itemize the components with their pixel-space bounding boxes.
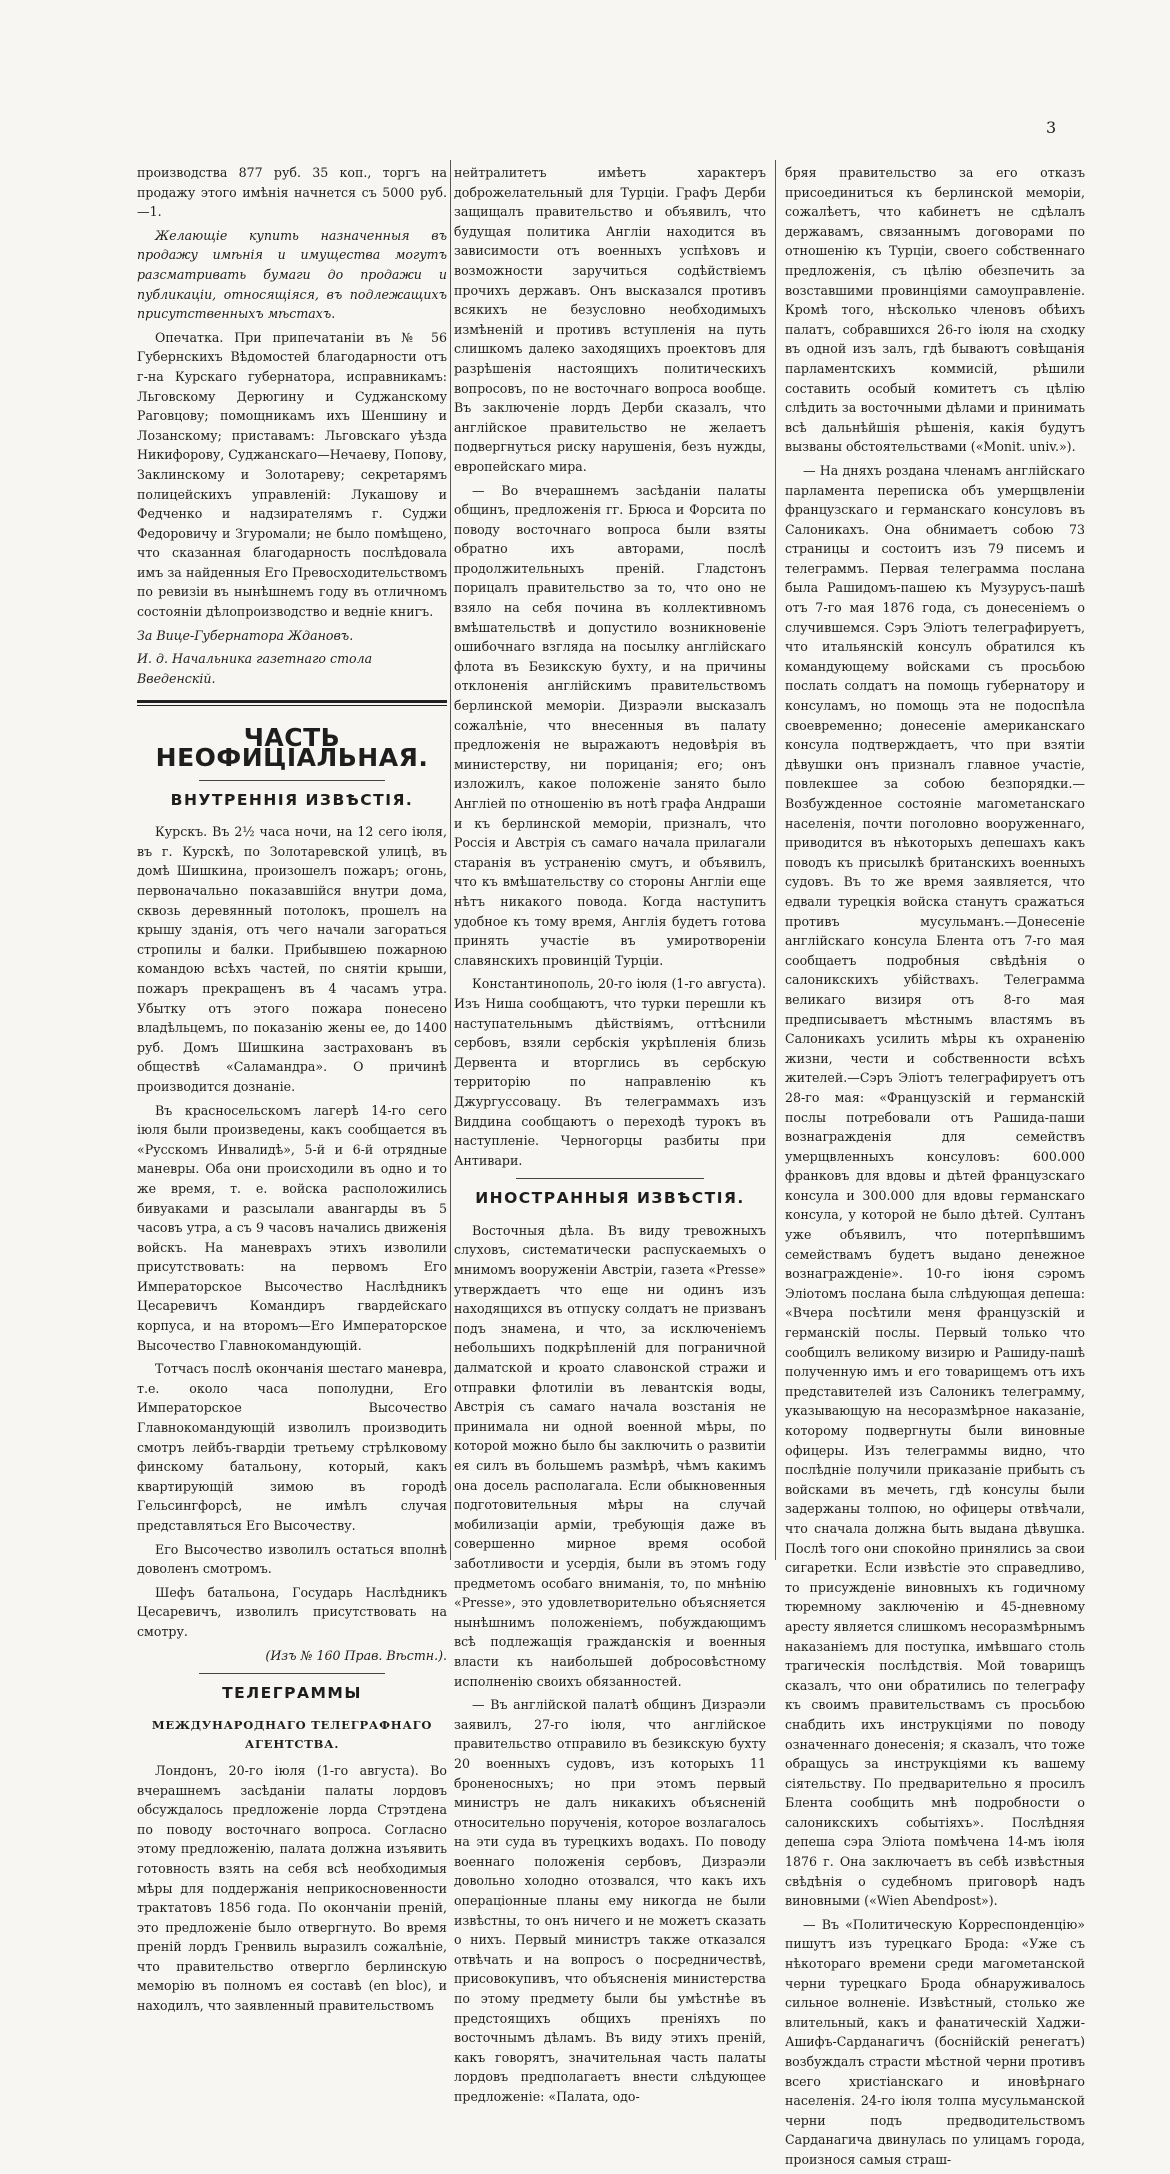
column-2 [454,163,766,2111]
paragraph-commons-session: — Во вчерашнемъ засѣданіи палаты общинъ, предложенія гг. Брюса и Форсита по поводу восточнаго вопроса были взяты обратно ихъ авторами, послѣ продолжительныхъ преній. Гладстонъ порицалъ правительство за то, что оно не взяло на себя почина въ коллективномъ вмѣшательствѣ и допустило возникновеніе ошибочнаго взгляда на посылку англійскаго флота въ Безикскую бухту, и на причины отклоненія англійскимъ правительствомъ берлинской меморіи. Дизраэли высказалъ сожалѣніе, что внесенныя въ палату предложенія не выражаютъ недовѣрія въ министерству, ни порицанія; его; онъ изложилъ, какое положеніе занято было Англіей по отношенію въ нотѣ графа Андраши и къ берлинской меморіи, призналъ, что Россія и Австрія съ самаго начала прилагали старанія въ устраненію смутъ, и объявилъ, что къ вмѣшательству со стороны Англіи еще нѣтъ никакого повода. Когда наступитъ удобное къ тому время, Англія будетъ готова принять участіе въ умиротвореніи славянскихъ провинцій Турціи. [454,482,767,968]
paragraph-review: Тотчасъ послѣ окончанія шестаго маневра, т.е. около часа пополудни, Его Императорское Высочество Главнокомандующій изволилъ производить смотръ лейбъ-гвардіи третьему стрѣлковому финскому батальону, который, какъ квартирующій зимою въ городѣ Гельсингфорсѣ, не имѣлъ случая представляться Его Высочеству. [137,1361,447,1533]
section-title-domestic: ВНУТРЕННІЯ ИЗВѢСТІЯ. [170,790,414,809]
section-title-telegrams: ТЕЛЕГРАММЫ [222,1684,362,1703]
paragraph-buyers-notice: Желающіе купить назначенныя въ продажу имѣнія и имущества могутъ разсматривать бумаги до продажи и публикаціи, относящіяся, въ подлежащихъ присутственныхъ мѣстахъ. [137,227,447,322]
paragraph-brod-report: — Въ «Политическую Корреспонденцію» пишутъ изъ турецкаго Брода: «Уже съ нѣкотораго времени среди магометанской черни турецкаго Брода обнаруживалось сильное волненіе. Извѣстный, столько же влительный, какъ и фанатическій Хаджи-Ашифъ-Сарданагичъ (боснійскій ренегатъ) возбуждалъ страсти мѣстной черни противъ всего христіанскаго и иновѣрнаго населенія. 24-го іюля толпа мусульманской черни подъ предводительствомъ Сарданагича двинулась по улицамъ города, произнося самыя страш- [785,1916,1085,2167]
telegrams-agency: МЕЖДУНАРОДНАГО ТЕЛЕГРАФНАГО АГЕНТСТВА. [151,1717,433,1752]
paragraph-battalion-chief: Шефъ батальона, Государь Наслѣдникъ Цесаревичъ, изволилъ присутствовать на смотру. [137,1584,447,1639]
source-citation: (Изъ № 160 Прав. Вѣстн.). [265,1647,447,1663]
paragraph-neutrality: нейтралитетъ имѣетъ характеръ доброжелательный для Турціи. Графъ Дерби защищалъ правительство и объявилъ, что будущая политика Англіи находится въ зависимости отъ военныхъ успѣховъ и возможности заручиться содѣйствіемъ прочихъ державъ. Онъ высказался противъ всякихъ не безусловно необходимыхъ измѣненій и противъ вступленія на путь слишкомъ далеко заходящихъ проектовъ для разрѣшенія настоящихъ политическихъ вопросовъ, по не восточнаго вопроса вообще. Въ заключеніе лордъ Дерби сказалъ, что англійское правительство не желаетъ подвергнуться риску нарушенія, безъ нужды, европейскаго мира. [454,165,766,474]
paragraph-london-telegram: Лондонъ, 20-го іюля (1-го августа). Во вчерашнемъ засѣданіи палаты лордовъ обсуждалось предложеніе лорда Стрэтдена по поводу восточнаго вопроса. Согласно этому предложенію, палата должна изъявить готовность взять на себя всѣ необходимыя мѣры для поддержанія неприкосновенности трактатовъ 1856 года. По окончаніи преній, это предложеніе было отвергнуто. Во время преній лордъ Гренвиль выразилъ сожалѣніе, что правительство отвергло берлинскую меморію въ полномъ ея составѣ (en bloc), и находилъ, что заявленный правительствомъ [137,1762,447,2014]
column-rule-2 [775,160,776,1560]
signature-gazette-head: И. д. Начальника газетнаго стола Введенскій. [137,651,373,686]
section-divider [137,700,447,706]
column-rule-1 [450,160,451,1560]
column-3 [785,163,1085,2174]
signature-vice-governor: За Вице-Губернатора Ждановъ. [137,627,354,643]
part-title: ЧАСТЬ НЕОФИЦІАЛЬНАЯ. [155,723,429,773]
paragraph-constantinople: Константинополь, 20-го іюля (1-го августа). Изъ Ниша сообщаютъ, что турки перешли къ наступательнымъ дѣйствіямъ, оттѣснили сербовъ, взяли сербскія укрѣпленія близь Дервента и вторглись въ сербскую территорію по направленію къ Джургуссовацу. Въ телеграммахъ изъ Виддина сообщаютъ о переходѣ турокъ въ наступленіе. Черногорцы разбиты при Антивари. [454,976,766,1168]
paragraph-kursk-fire: Курскъ. Въ 2½ часа ночи, на 12 сего іюля, въ г. Курскѣ, по Золотаревской улицѣ, въ домѣ Шишкина, произошелъ пожаръ; огонь, первоначально показавшійся внутри дома, сквозь деревянный потолокъ, прошелъ на крышу зданія, отъ чего начали загораться стропилы и балки. Прибывшею пожарною командою всѣхъ частей, по снятіи крыши, пожаръ прекращенъ въ 4 часамъ утра. Убытку отъ этого пожара понесено владѣльцемъ, по показанію жены ее, до 1400 руб. Домъ Шишкина застрахованъ въ обществѣ «Саламандра». О причинѣ производится дознаніе. [137,824,447,1094]
paragraph-eastern-affairs: Восточныя дѣла. Въ виду тревожныхъ слуховъ, систематически распускаемыхъ о мнимомъ вооруженіи Австріи, газета «Presse» утверждаетъ что еще ни одинъ изъ находящихся въ отпуску солдатъ не призванъ подъ знамена, и что, за исключеніемъ небольшихъ подкрѣпленій для пограничной далматской и кроато славонской стражи и отправки флотиліи въ левантскія воды, Австрія съ самаго начала возстанія не принимала ни одной военной мѣры, по которой можно было бы заключить о развитіи ея силъ въ большемъ размѣрѣ, чѣмъ какимъ она досель располагала. Если обыкновенныя подготовительныя мѣры на случай мобилизаціи арміи, требующія даже въ совершенно мирное время особой заботливости и усердія, были въ этомъ году предметомъ особаго вниманія, то, по мнѣнію «Presse», это удовлетворительно объясняется нынѣшнимъ положеніемъ, побуждающимъ всѣ подлежащія гражданскія и военныя власти къ наибольшей добросовѣстному исполненію своихъ обязанностей. [454,1222,766,1689]
paragraph-camp-maneuvers: Въ красносельскомъ лагерѣ 14-го сего іюля были произведены, какъ сообщается въ «Русскомъ Инвалидѣ», 5-й и 6-й отрядные маневры. Оба они происходили въ одно и то же время, т. е. войска расположились бивуаками и разсылали авангарды въ 5 часовъ утра, а съ 9 часовъ начались движенія войскъ. На маневрахъ этихъ изволили присутствовать: на первомъ Его Императорское Высочество Наслѣдникъ Цесаревичъ Командиръ гвардейскаго корпуса, и на второмъ—Его Императорское Высочество Главнокомандующій. [137,1102,447,1353]
paragraph-estate-sale: производства 877 руб. 35 коп., торгъ на продажу этого имѣнія начнется съ 5000 руб.—1. [137,165,447,220]
foreign-rule [516,1178,703,1179]
telegram-rule [199,1673,385,1674]
paragraph-erratum: Опечатка. При припечатаніи въ № 56 Губернскихъ Вѣдомостей благодарности отъ г-на Курскаго губернатора, исправникамъ: Льговскому Дерюгину и Суджанскому Раговцову; помощникамъ ихъ Шеншину и Лозанскому; приставамъ: Льговскаго уѣзда Никифорову, Суджанскаго—Нечаеву, Попову, Заклинскому и Золотареву; секретарямъ полицейскихъ управленій: Лукашову и Федченко и надзирателямъ г. Суджи Федоровичу и Згуромали; не было помѣщено, что сказанная благодарность послѣдовала имъ за найденныя Его Превосходительствомъ по ревизіи въ нынѣшнемъ году въ отличномъ состояніи дѣлопроизводство и ведніе книгъ. [137,329,447,620]
paragraph-salonica-consuls: — На дняхъ роздана членамъ англійскаго парламента переписка объ умерщвленіи французскаго и германскаго консуловъ въ Салоникахъ. Она обнимаетъ собою 73 страницы и состоитъ изъ 79 писемъ и телеграммъ. Первая телеграмма послана была Рашидомъ-пашею къ Музурусъ-пашѣ отъ 7-го мая 1876 года, съ донесеніемъ о случившемся. Сэръ Эліотъ телеграфируетъ, что итальянскій консулъ обратился къ командующему войсками съ просьбою послать солдатъ на помощь губернатору и консуламъ, но помощь эта не подоспѣла своевременно; донесеніе американскаго консула подтверждаетъ, что при взятіи дѣвушки онъ призналъ главное участіе, повлекшее за собою безпорядки.—Возбужденное состояніе магометанскаго населенія, почти поголовно вооруженнаго, приводится въ нѣкоторыхъ депешахъ какъ поводъ къ присылкѣ британскихъ военныхъ судовъ. Въ то же время заявляется, что едвали турецкія войска станутъ сражаться противъ мусульманъ.—Донесеніе англійскаго консула Блента отъ 7-го мая сообщаетъ подробныя свѣдѣнія о салоникскихъ убійствахъ. Телеграмма великаго визиря отъ 8-го мая предписываетъ мѣстнымъ властямъ въ Салоникахъ усилить мѣры къ охраненію жизни, чести и собственности всѣхъ жителей.—Сэръ Эліотъ телеграфируетъ отъ 28-го мая: «Французскій и германскій послы потребовали отъ Рашида-паши вознагражденія для семействъ умерщвленныхъ консуловъ: 600.000 франковъ для вдовы и дѣтей французскаго консула и 300.000 для вдовы германскаго консула, у которой не было дѣтей. Султанъ уже объявилъ, что потерпѣвшимъ семействамъ будетъ выдано денежное вознагражденіе». 10-го іюня сэромъ Эліотомъ послана была слѣдующая депеша: «Вчера посѣтили меня французскій и германскій послы. Первый только что сообщилъ великому визирю и Рашиду-пашѣ полученную имъ и его товарищемъ отъ ихъ представителей изъ Салоникъ телеграмму, указывающую на несоразмѣрное наказаніе, которому подвергнуты были виновные офицеры. Изъ телеграммы видно, что послѣдніе получили приказаніе прибыть съ войсками въ мечеть, гдѣ консулы были задержаны толпою, но офицеры отвѣчали, что сначала должна быть выдана дѣвушка. Послѣ того они спокойно принялись за свои сигаретки. Если извѣстіе это справедливо, то присужденіе виновныхъ къ годичному тюремному заключенію и 45-дневному аресту является слишкомъ несоразмѣрнымъ наказаніемъ для поступка, имѣвшаго столь трагическія послѣдствія. Мой товарищъ сказалъ, что они обратились по телеграфу къ своимъ правительствамъ съ просьбою снабдить ихъ инструкціями по поводу означеннаго донесенія; я сказалъ, что тоже обращусь за инструкціями къ вашему сіятельству. По предварительно я просилъ Блента сообщить мнѣ подробности о салоникскихъ событіяхъ». Послѣдняя депеша сэра Эліота помѣчена 14-мъ іюля 1876 г. Она заключаетъ въ себѣ извѣстныя свѣдѣнія о судебномъ приговорѣ надъ виновными («Wien Abendpost»). [785,462,1085,1909]
paragraph-satisfaction: Его Высочество изволилъ остаться вполнѣ доволенъ смотромъ. [137,1541,447,1577]
title-rule [199,780,385,781]
paragraph-disraeli: — Въ англійской палатѣ общинъ Дизраэли заявилъ, 27-го іюля, что англійское правительство отправило въ безикскую бухту 20 военныхъ судовъ, изъ которыхъ 11 броненосныхъ; но при этомъ первый министръ не далъ никакихъ объясненій относительно порученія, которое возлагалось на эти суда въ турецкихъ водахъ. По поводу военнаго положенія сербовъ, Дизраэли довольно холодно отозвался, что какъ ихъ операціонные планы ему никогда не были извѣстны, то онъ ничего и не можетъ сказать о нихъ. Первый министръ также отказался отвѣчать и на вопросъ о посредничествѣ, присовокупивъ, что объясненія министерства по этому предмету были бы умѣстнѣе въ предстоящихъ общихъ преніяхъ по восточнымъ дѣламъ. Въ виду этихъ преній, какъ говорятъ, значительная часть палаты лордовъ предполагаетъ внести слѣдующее предложеніе: «Палата, одо- [454,1697,766,2104]
page-number: 3 [1046,118,1057,137]
section-title-foreign: ИНОСТРАННЫЯ ИЗВѢСТІЯ. [475,1189,745,1208]
paragraph-berlin-memorandum: бряя правительство за его отказъ присоединиться къ берлинской меморіи, сожалѣетъ, что кабинетъ не сдѣлалъ державамъ, связаннымъ договорами по отношенію къ Турціи, своего собственнаго предложенія, съ цѣлію обезпечить за возставшими провинціями самоуправленіе. Кромѣ того, нѣсколько членовъ обѣихъ палатъ, собравшихся 26-го іюля на сходку въ одной изъ залъ, гдѣ бываютъ совѣщанія парламентскихъ коммисій, рѣшили составить особый комитетъ съ цѣлію слѣдить за восточными дѣлами и принимать всѣ дальнѣйшія рѣшенія, какія будутъ вызваны обстоятельствами («Monit. univ.»). [785,165,1085,455]
column-1 [137,163,447,2020]
